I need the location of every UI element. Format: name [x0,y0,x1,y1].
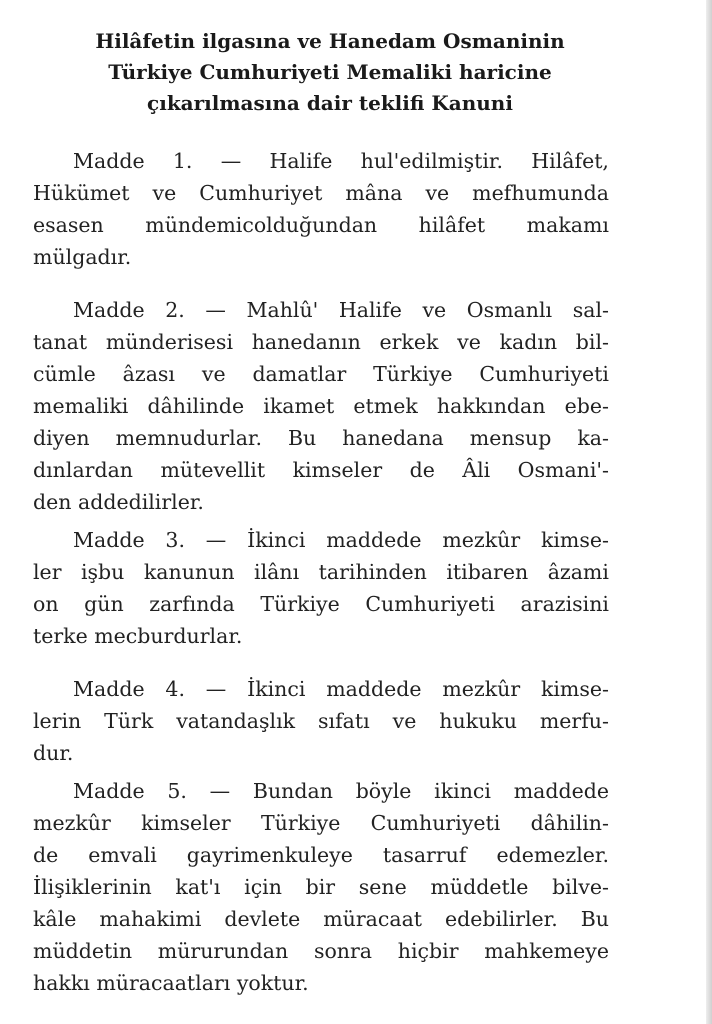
article-5-line: mezkûr kimseler Türkiye Cumhuriyeti dâhilin- [33,811,609,835]
article-2-line: cümle âzası ve damatlar Türkiye Cumhuriyeti [33,362,609,386]
article-1-line: mülgadır. [33,245,132,269]
article-4-line: dur. [33,741,74,765]
article-4-line: lerin Türk vatandaşlık sıfatı ve hukuku merfu- [33,709,609,733]
article-1-line: Madde 1. — Halife hul'edilmiştir. Hilâfet, [73,149,609,173]
article-3-line: ler işbu kanunun ilânı tarihinden itibaren âzami [33,560,609,584]
article-3-line: on gün zarfında Türkiye Cumhuriyeti arazisini [33,592,609,616]
article-5-line: kâle mahakimi devlete müracaat edebilirler. Bu [33,907,609,931]
article-2-line: tanat münderisesi hanedanın erkek ve kadın bil- [33,330,609,354]
title-line: Hilâfetin ilgasına ve Hanedam Osmaninin [95,29,565,53]
article-5-line: İlişiklerinin kat'ı için bir sene müddetle bilve- [33,875,609,899]
article-5-line: de emvali gayrimenkuleye tasarruf edemezler. [33,843,609,867]
article-3-line: terke mecburdurlar. [33,624,243,648]
article-2-line: dınlardan mütevellit kimseler de Âli Osmani'- [33,458,609,482]
article-1-line: Hükümet ve Cumhuriyet mâna ve mefhumunda [33,181,609,205]
title-line: çıkarılmasına dair teklifi Kanuni [147,91,513,115]
law-title [30,26,630,119]
article-5-line: Madde 5. — Bundan böyle ikinci maddede [73,779,609,803]
article-1-line: esasen mündemicolduğundan hilâfet makamı [33,213,609,237]
page-edge-shadow [706,0,712,1024]
article-2-line: Madde 2. — Mahlû' Halife ve Osmanlı sal- [73,298,609,322]
article-2-line: memaliki dâhilinde ikamet etmek hakkından ebe- [33,394,609,418]
title-line: Türkiye Cumhuriyeti Memaliki haricine [108,60,552,84]
article-4-line: Madde 4. — İkinci maddede mezkûr kimse- [73,677,609,701]
article-5-line: hakkı müracaatları yoktur. [33,971,309,995]
article-5-line: müddetin mürurundan sonra hiçbir mahkemeye [33,939,609,963]
article-2-line: diyen memnudurlar. Bu hanedana mensup ka- [33,426,609,450]
article-3-line: Madde 3. — İkinci maddede mezkûr kimse- [73,528,609,552]
article-2-line: den addedilirler. [33,490,204,514]
